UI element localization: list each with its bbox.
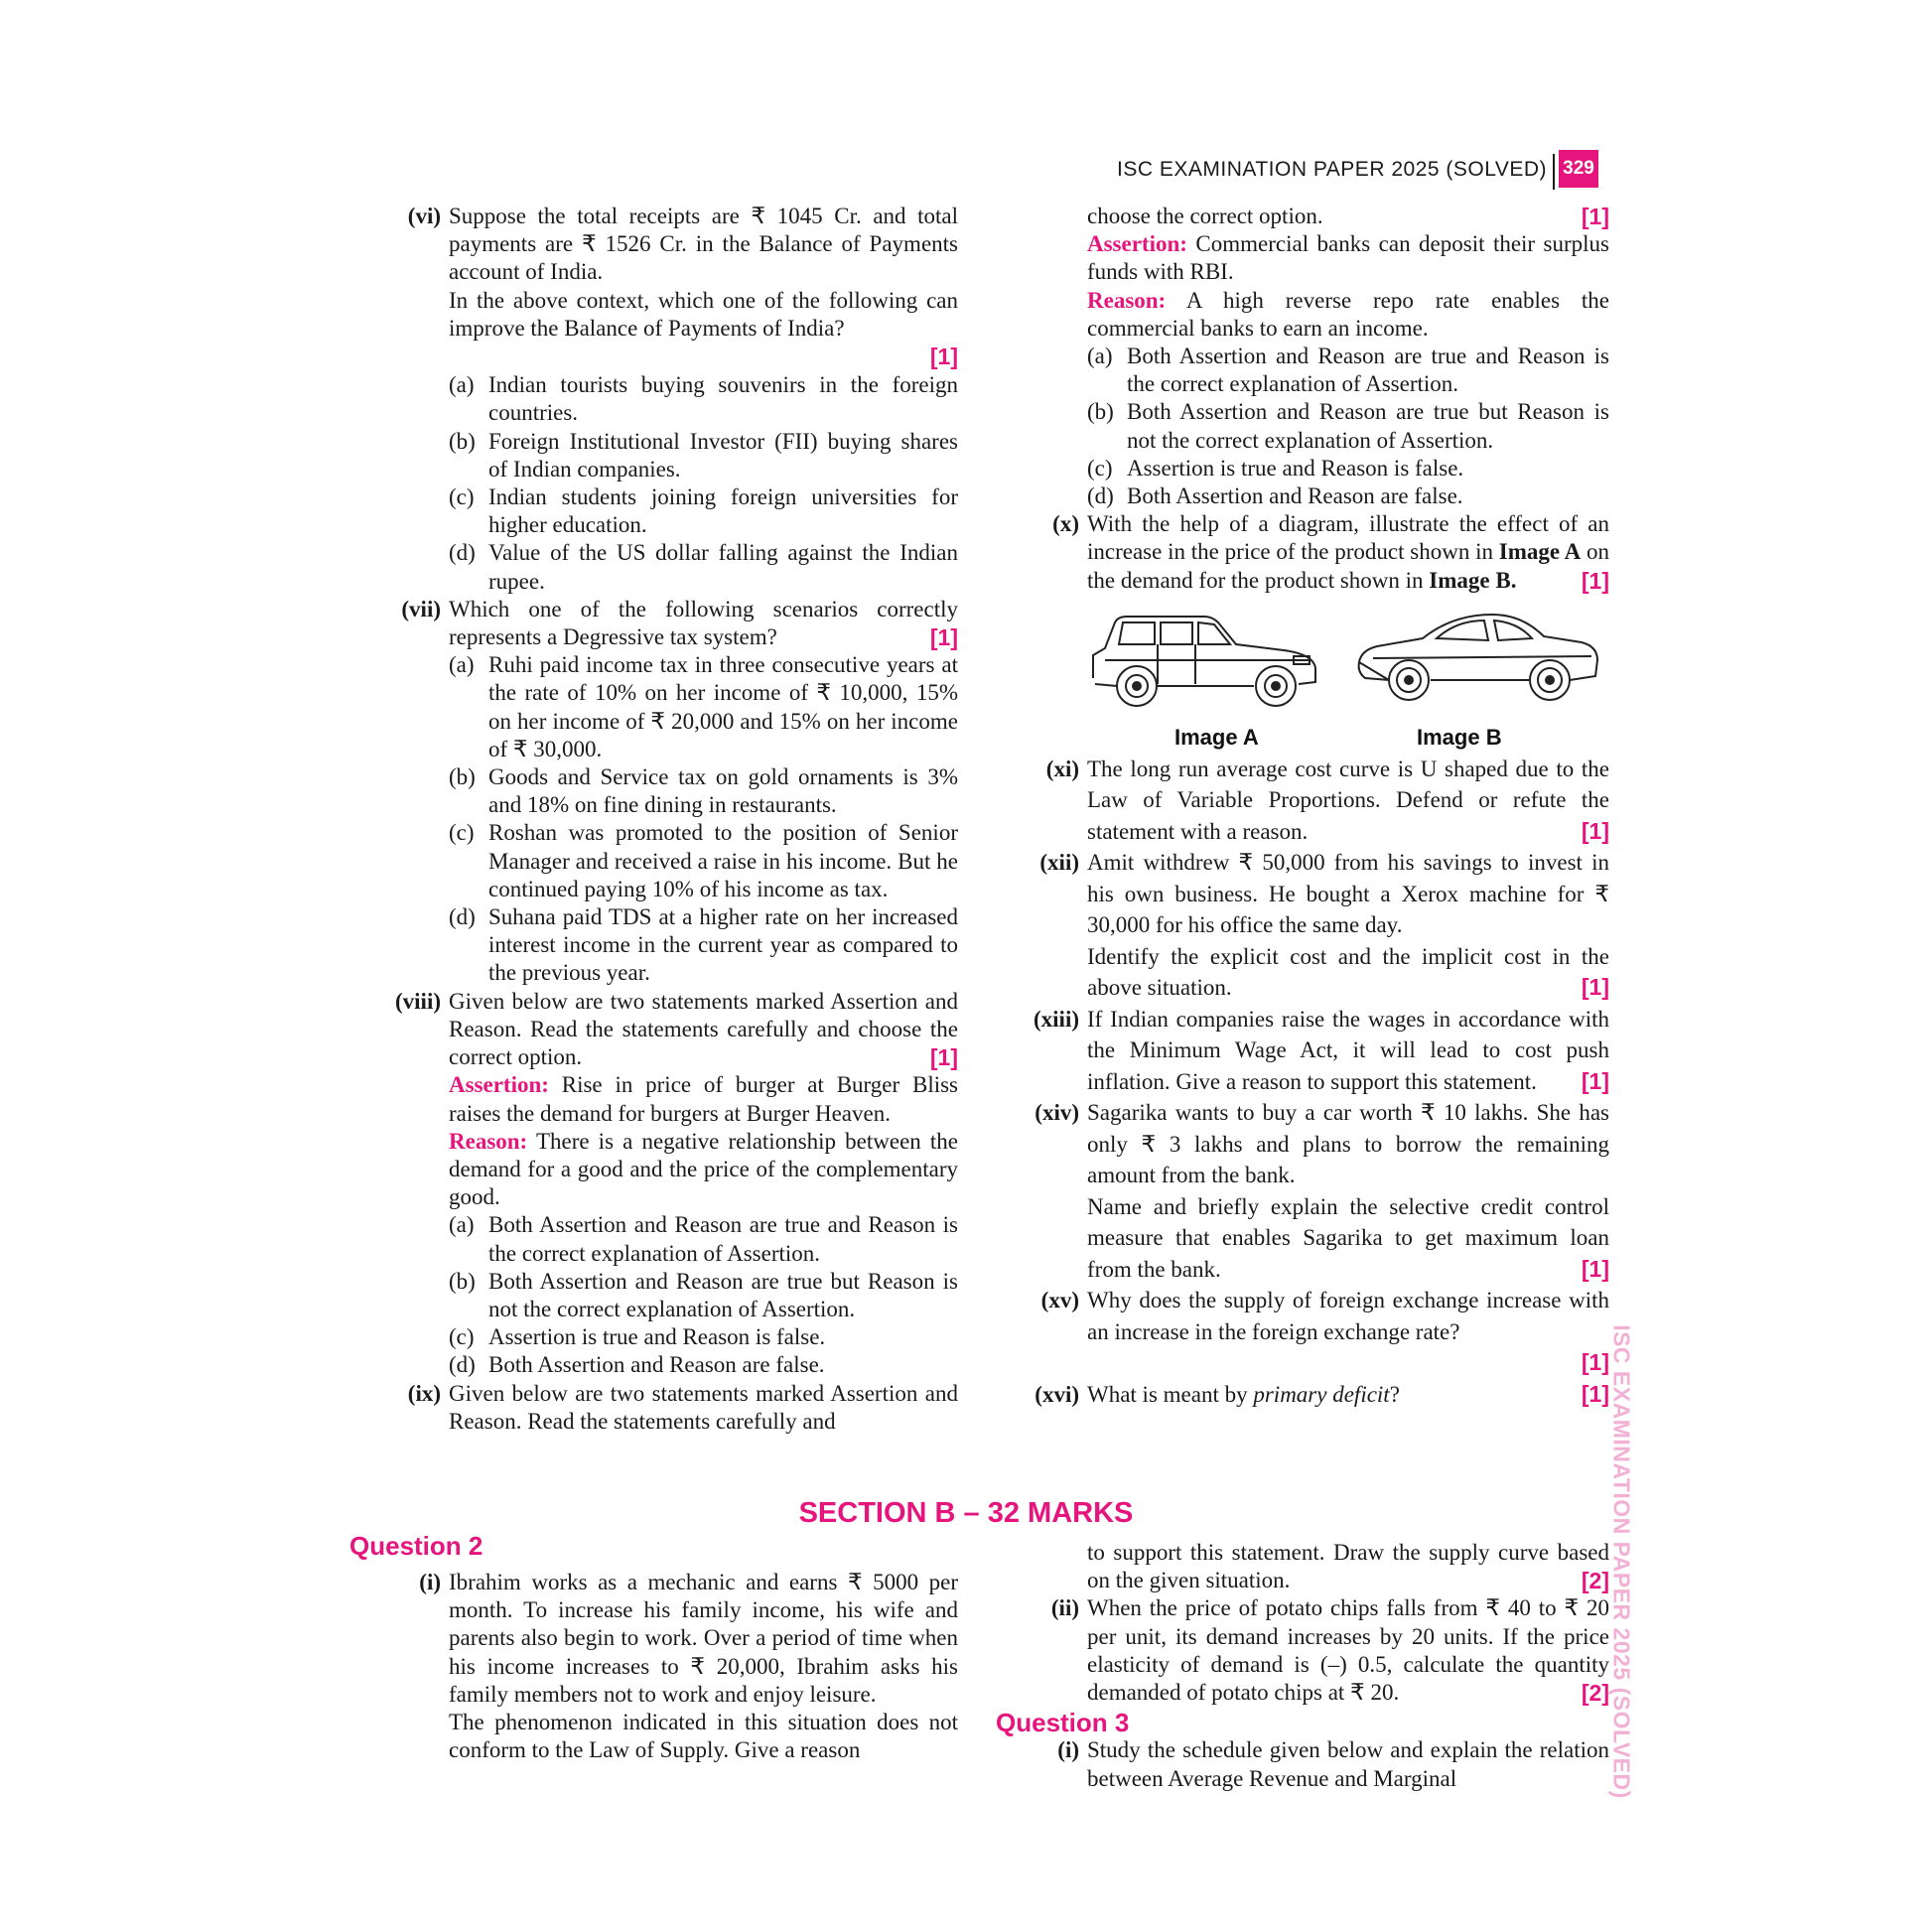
question-text: Amit withdrew ₹ 50,000 from his savings to invest in his own business. He bought a Xerox machine for ₹ 30,000 for his office the same day. [1087,850,1609,938]
reason: Reason: A high reverse repo rate enables the commercial banks to earn an income. [1087,287,1609,341]
sports-car-image-b [1359,615,1597,700]
assertion: Assertion: Commercial banks can deposit their surplus funds with RBI. [1087,231,1609,285]
question-text: Which one of the following scenarios correctly represents a Degressive tax system? [1] [449,596,958,651]
question-2-i-continued [1016,1539,1609,1594]
question-number: (vi) [407,204,441,228]
question-number: (xii) [1039,850,1079,876]
running-header [1082,154,1598,190]
option: (d) Value of the US dollar falling against the Indian rupee. [449,540,958,594]
question-text: If Indian companies raise the wages in accordance with the Minimum Wage Act, it will lead to cost push inflation. Give a reason to support this statement. [1] [1087,1004,1609,1098]
question-3-i [1016,1736,1609,1792]
question-text: Identify the explicit cost and the implicit cost in the above situation. [1] [1087,941,1609,1004]
question-number: (x) [1052,511,1079,537]
reason: Reason: There is a negative relationship between the demand for a good and the price of the complementary good. [449,1128,958,1210]
question-text: When the price of potato chips falls from ₹ 40 to ₹ 20 per unit, its demand increases by 20 units. If the price elasticity of demand is (–) 0.5, calculate the quantity demanded of potato chips at ₹ 20. [2] [1087,1595,1609,1707]
question-text: The phenomenon indicated in this situation does not conform to the Law of Supply. Give a reason [449,1710,958,1763]
marks-badge: [1] [1581,974,1609,1001]
option: (d) Both Assertion and Reason are false. [449,1352,825,1378]
option: (a) Both Assertion and Reason are true and Reason is the correct explanation of Assertion. [1087,344,1609,397]
question-text: In the above context, which one of the following can improve the Balance of Payments of India? [449,287,958,341]
image-b-caption: Image B [1417,724,1502,750]
question-ix [377,1380,958,1436]
question-number: (i) [419,1570,441,1594]
side-title-text: ISC EXAMINATION PAPER 2025 (SOLVED) [1608,1324,1634,1799]
question-text: The long run average cost curve is U shaped due to the Law of Variable Proportions. Defend or refute the statement with a reason. [1] [1087,754,1609,848]
question-ix-continued [1016,203,1609,510]
header-divider [1553,154,1555,190]
question-text: Given below are two statements marked Assertion and Reason. Read the statements carefully and choose the correct option. [1] [449,988,958,1071]
question-text: choose the correct option. [1] [1087,204,1609,229]
question-text: Suppose the total receipts are ₹ 1045 Cr. and total payments are ₹ 1526 Cr. in the Balance of Payments account of India. [449,204,958,285]
question-number: (vii) [401,596,441,621]
question-text: Sagarika wants to buy a car worth ₹ 10 lakhs. She has only ₹ 3 lakhs and plans to borrow the remaining amount from the bank. [1087,1100,1609,1188]
question-vi [377,203,958,596]
question-text: Name and briefly explain the selective credit control measure that enables Sagarika to get maximum loan from the bank. [1] [1087,1191,1609,1286]
question-text: Given below are two statements marked Assertion and Reason. Read the statements carefully and [449,1380,958,1434]
option: (b) Goods and Service tax on gold ornaments is 3% and 18% on fine dining in restaurants. [449,764,958,818]
option: (d) Suhana paid TDS at a higher rate on her increased interest income in the current year as compared to the previous year. [449,904,958,986]
marks-badge: [1] [929,344,958,370]
question-number: (viii) [395,988,441,1014]
question-number: (i) [1057,1737,1079,1763]
question-number: (xvi) [1035,1381,1079,1407]
marks-badge: [1] [1581,817,1609,844]
question-number: (ix) [407,1380,441,1406]
left-column [377,203,958,1436]
question-text: What is meant by primary deficit? [1] [1087,1379,1609,1411]
question-xvi [1016,1379,1609,1411]
car-images [1016,601,1609,720]
assertion: Assertion: Rise in price of burger at Burger Bliss raises the demand for burgers at Burger Heaven. [449,1072,959,1126]
option: (a) Indian tourists buying souvenirs in the foreign countries. [449,372,958,426]
question-xi [1016,754,1609,848]
option: (b) Both Assertion and Reason are true but Reason is not the correct explanation of Assertion. [449,1268,958,1321]
question-number: (ii) [1050,1595,1079,1621]
question-vii [377,596,958,988]
section-b-left-column [377,1569,958,1764]
option: (a) Both Assertion and Reason are true and Reason is the correct explanation of Assertion. [449,1212,958,1266]
question-xiv [1016,1097,1609,1285]
question-2-i [377,1569,958,1764]
car-illustrations [1085,601,1601,715]
marks-badge: [2] [1581,1680,1609,1707]
question-number: (xi) [1045,756,1079,781]
marks-badge: [1] [929,1044,958,1071]
option: (a) Ruhi paid income tax in three consecutive years at the rate of 10% on her income of ₹ 10,000, 15% on her income of ₹ 20,000 and 15% on her income of ₹ 30,000. [449,652,958,761]
option: (c) Assertion is true and Reason is false. [449,1324,826,1350]
section-b-heading: SECTION B – 32 MARKS [798,1497,1134,1529]
question-text: Why does the supply of foreign exchange increase with an increase in the foreign exchange rate? [1087,1288,1609,1344]
question-viii [377,988,958,1380]
right-column [1016,203,1609,1410]
question-number: (xiii) [1034,1006,1079,1032]
question-text: With the help of a diagram, illustrate the effect of an increase in the price of the product shown in Image A on the demand for the product shown in Image B. [1] [1087,511,1609,594]
section-b-right-column [996,1539,1609,1793]
option: (c) Roshan was promoted to the position of Senior Manager and received a raise in his income. But he continued paying 10% of his income as tax. [449,820,958,901]
question-number: (xv) [1040,1288,1079,1313]
question-2-heading: Question 2 [349,1531,483,1561]
option: (b) Foreign Institutional Investor (FII) buying shares of Indian companies. [449,428,958,482]
question-x [1016,510,1609,595]
question-text: to support this statement. Draw the supply curve based on the given situation. [2] [1087,1540,1609,1594]
marks-badge: [1] [1581,1255,1609,1282]
question-xiii [1016,1004,1609,1098]
option: (c) Assertion is true and Reason is false. [1087,455,1464,481]
option: (d) Both Assertion and Reason are false. [1087,483,1463,509]
marks-badge: [2] [1581,1568,1609,1594]
question-xii [1016,847,1609,1004]
marks-badge: [1] [929,624,958,651]
marks-badge: [1] [1581,1380,1609,1407]
option: (b) Both Assertion and Reason are true but Reason is not the correct explanation of Assertion. [1087,399,1609,453]
marks-badge: [1] [1581,1067,1609,1094]
question-text: Study the schedule given below and explain the relation between Average Revenue and Marginal [1087,1737,1609,1791]
suv-image-a [1093,617,1315,706]
question-3-heading: Question 3 [996,1708,1130,1738]
running-header-title: ISC EXAMINATION PAPER 2025 (SOLVED) [1117,158,1547,181]
question-2-ii [1016,1594,1609,1707]
marks-badge: [1] [1581,567,1609,594]
image-a-caption: Image A [1174,724,1259,750]
option: (c) Indian students joining foreign universities for higher education. [449,484,958,538]
question-xv [1016,1285,1609,1379]
question-number: (xiv) [1035,1100,1079,1126]
question-text: Ibrahim works as a mechanic and earns ₹ 5000 per month. To increase his family income, his wife and parents also begin to work. Over a period of time when his income increases to ₹ 20,000, Ibrahim asks his family members not to work and enjoy leisure. [449,1570,958,1707]
page-number: 329 [1559,150,1598,188]
marks-badge: [1] [1581,1349,1609,1376]
marks-badge: [1] [1581,204,1609,229]
